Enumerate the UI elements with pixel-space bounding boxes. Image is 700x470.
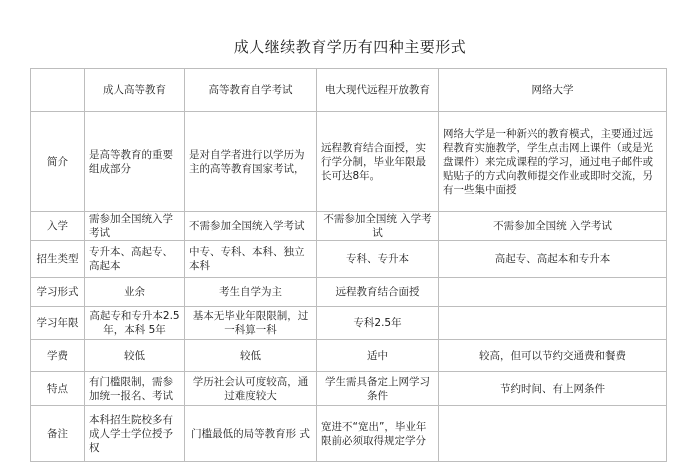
page-title: 成人继续教育学历有四种主要形式	[233, 38, 467, 56]
table-cell: 学生需具备定上网学习条件	[317, 372, 439, 406]
table-cell: 不需参加全国统 入学考试	[317, 212, 439, 241]
table-cell: 适中	[317, 340, 439, 372]
table-row-study-form	[31, 278, 667, 307]
table-cell: 网络大学是一种新兴的教育模式，主要通过远程教育实施教学，学生点击网上课件（或是光盘课件）来完成课程的学习，通过电子邮件或贴贴子的方式向教师提交作业或即时交流，另有一些集中面授	[439, 112, 667, 212]
table-cell: 是高等教育的重要组成部分	[85, 112, 185, 212]
table-row-tuition	[31, 340, 667, 372]
table-row-admission	[31, 212, 667, 241]
table-cell: 业余	[85, 278, 185, 307]
comparison-table	[30, 68, 667, 462]
row-label: 入学	[31, 212, 85, 241]
row-label: 备注	[31, 406, 85, 462]
header-cell-online-university: 网络大学	[439, 69, 667, 112]
table-cell: 专科、专升本	[317, 241, 439, 278]
table-cell: 学历社会认可度较高，通过难度较大	[185, 372, 317, 406]
table-cell: 远程教育结合面授，实行学分制，毕业年限最长可达8年。	[317, 112, 439, 212]
table-cell: 中专、专科、本科、独立本科	[185, 241, 317, 278]
row-label: 学费	[31, 340, 85, 372]
table-cell: 有门槛限制，需参加统一报名、考试	[85, 372, 185, 406]
table-row-intro	[31, 112, 667, 212]
table-cell: 基本无毕业年限限制，过一科算一科	[185, 307, 317, 340]
table-cell: 考生自学为主	[185, 278, 317, 307]
table-row-study-duration	[31, 307, 667, 340]
table-row-remarks	[31, 406, 667, 462]
table-cell: 专科2.5年	[317, 307, 439, 340]
table-row-features	[31, 372, 667, 406]
table-cell: 较低	[85, 340, 185, 372]
table-cell: 不需参加全国统入学考试	[185, 212, 317, 241]
header-cell-self-study-exam: 高等教育自学考试	[185, 69, 317, 112]
row-label: 简介	[31, 112, 85, 212]
table-cell: 需参加全国统入学考试	[85, 212, 185, 241]
table-cell	[439, 278, 667, 307]
table-cell: 不需参加全国统 入学考试	[439, 212, 667, 241]
table-cell: 较高，但可以节约交通费和餐费	[439, 340, 667, 372]
table-cell	[439, 307, 667, 340]
table-cell: 较低	[185, 340, 317, 372]
header-row	[31, 69, 667, 112]
table-cell: 是对自学者进行以学历为主的高等教育国家考试，	[185, 112, 317, 212]
table-cell: 高起专和专升本2.5年，本科 5年	[85, 307, 185, 340]
header-cell-empty	[31, 69, 85, 112]
table-cell: 高起专、高起本和专升本	[439, 241, 667, 278]
row-label: 特点	[31, 372, 85, 406]
header-cell-open-education: 电大现代远程开放教育	[317, 69, 439, 112]
table-cell: 专升本、高起专、高起本	[85, 241, 185, 278]
row-label: 学习形式	[31, 278, 85, 307]
table-cell	[439, 406, 667, 462]
table-cell: 节约时间、有上网条件	[439, 372, 667, 406]
table-cell: 门槛最低的局等教育形 式	[185, 406, 317, 462]
table-cell: 宽进不“宽出”，毕业年限前必须取得规定学分	[317, 406, 439, 462]
row-label: 学习年限	[31, 307, 85, 340]
row-label: 招生类型	[31, 241, 85, 278]
table-cell: 远程教育结合面授	[317, 278, 439, 307]
header-cell-adult-higher-ed: 成人高等教育	[85, 69, 185, 112]
table-cell: 本科招生院校多有成人学士学位授予权	[85, 406, 185, 462]
table-row-enrollment-type	[31, 241, 667, 278]
